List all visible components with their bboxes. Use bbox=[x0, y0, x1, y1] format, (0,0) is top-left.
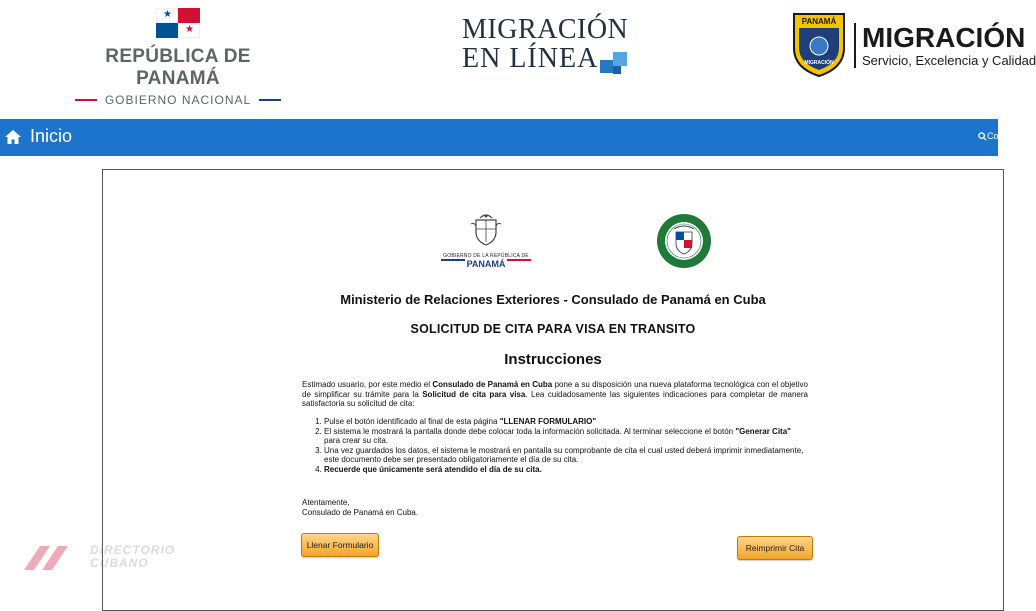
site-header bbox=[0, 0, 1036, 119]
migracion-shield-icon bbox=[790, 12, 848, 78]
nav-right-label: Co bbox=[987, 131, 999, 141]
fill-form-button[interactable]: Llenar Formulario bbox=[301, 533, 379, 557]
panama-flag-icon: ★ ★ bbox=[156, 8, 200, 38]
gobierno-escudo-logo bbox=[441, 212, 531, 268]
list-item: 4. Recuerde que únicamente será atendido el día de su cita. bbox=[324, 465, 808, 475]
coat-of-arms-icon bbox=[469, 212, 503, 246]
escudo-panama-label: PANAMÁ bbox=[466, 259, 506, 269]
squares-icon bbox=[600, 46, 634, 74]
escudo-gobierno-label: GOBIERNO DE LA REPÚBLICA DE bbox=[443, 253, 529, 259]
nav-home-label: Inicio bbox=[30, 126, 73, 146]
republica-title: REPÚBLICA DE PANAMÁ bbox=[105, 46, 251, 89]
home-icon bbox=[4, 129, 22, 145]
closing-signature: Atentamente, Consulado de Panamá en Cuba. bbox=[302, 498, 419, 517]
list-item: 2. El sistema le mostrará la pantalla donde debe colocar toda la información solicitada. Al terminar seleccione el botón "Generar Cita" para crear su cita. bbox=[324, 427, 808, 446]
migracion-title: MIGRACIÓN bbox=[862, 21, 1026, 53]
top-navbar bbox=[0, 119, 998, 156]
reprint-appointment-button[interactable]: Reimprimir Cita bbox=[737, 536, 813, 560]
migracion-slogan: Servicio, Excelencia y Calidad bbox=[862, 52, 1036, 68]
nav-right-link[interactable] bbox=[978, 131, 999, 141]
servicio-migracion-logo bbox=[790, 12, 1036, 78]
search-icon bbox=[978, 132, 987, 141]
content-frame bbox=[102, 169, 1004, 611]
instructions-heading: Instrucciones bbox=[504, 351, 602, 368]
instructions-list bbox=[302, 417, 808, 474]
nav-home-link[interactable] bbox=[4, 126, 72, 147]
request-heading: SOLICITUD DE CITA PARA VISA EN TRANSITO bbox=[410, 322, 696, 336]
ministry-heading: Ministerio de Relaciones Exteriores - Consulado de Panamá en Cuba bbox=[340, 292, 766, 307]
appointment-document bbox=[103, 170, 1003, 610]
shield-badge-sub-label: MIGRACIÓN bbox=[804, 60, 834, 66]
gobierno-nacional-label: GOBIERNO NACIONAL bbox=[104, 93, 252, 107]
migracion-en-linea-title: MIGRACIÓN bbox=[462, 14, 629, 45]
intro-paragraph: Estimado usuario, por este medio el Consulado de Panamá en Cuba pone a su disposición una nueva plataforma tecnológica con el objetivo de simplificar su trámite para la Solicitud de cita para visa. Lea cuidadosamente las siguientes indicaciones para completar de manera satisfactoria su solicitud de cita: bbox=[302, 380, 809, 408]
watermark-logo-icon bbox=[20, 540, 80, 580]
list-item: 3. Una vez guardados los datos, el sistema le mostrará en pantalla su comprobante de cita el cual usted deberá imprimir inmediatamente, este documento debe ser presentado obligatoriamente el día de su cita. bbox=[324, 446, 808, 465]
list-item: 1. Pulse el botón identificado al final de esta página "LLENAR FORMULARIO" bbox=[324, 417, 808, 427]
migracion-en-linea-logo bbox=[462, 16, 634, 74]
republica-panama-logo bbox=[68, 8, 288, 107]
migracion-en-linea-subtitle: EN LÍNEA bbox=[462, 43, 599, 74]
directorio-cubano-watermark: DIRECTORIO CUBANO bbox=[20, 536, 190, 586]
shield-badge-label: PANAMÁ bbox=[801, 17, 837, 26]
ministry-seal-icon bbox=[656, 213, 712, 269]
